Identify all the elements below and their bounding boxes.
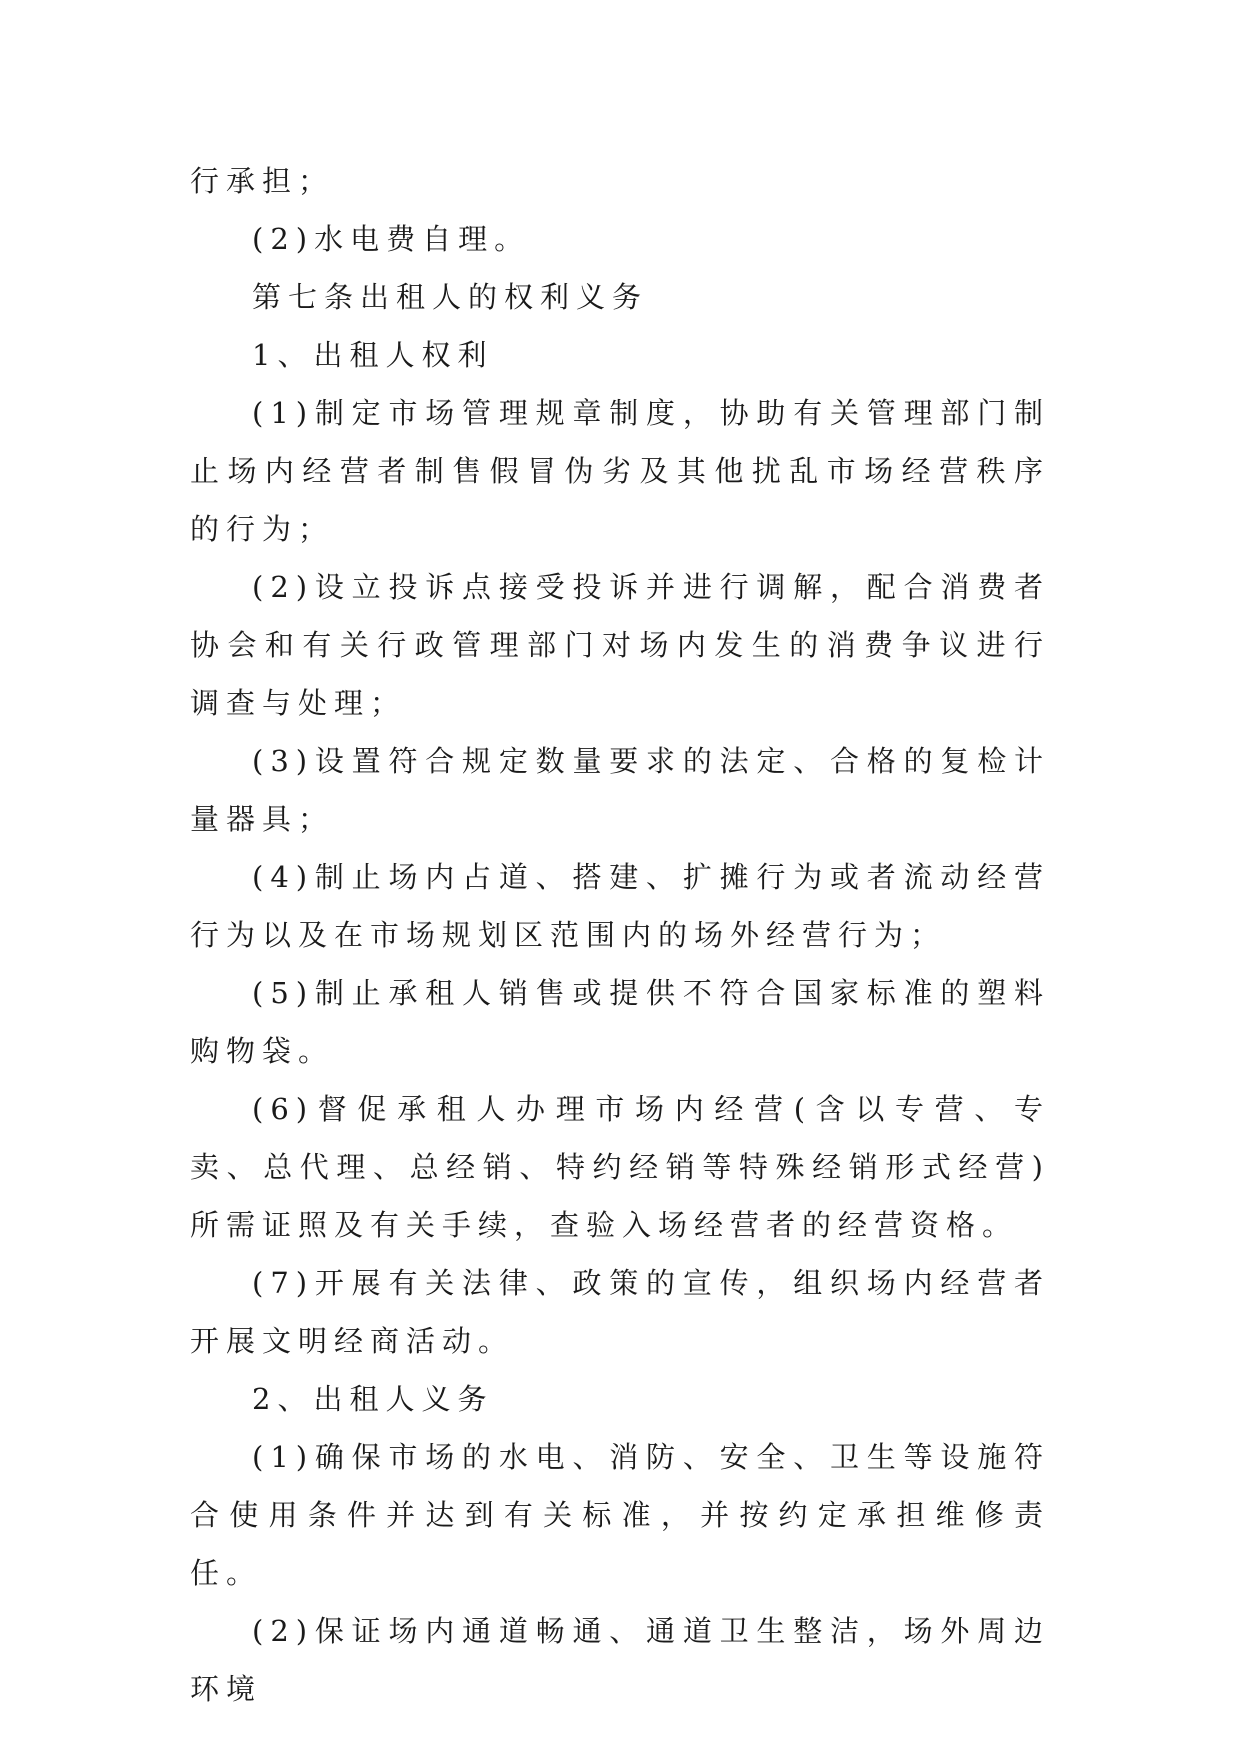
rights-item-2: (2)设立投诉点接受投诉并进行调解，配合消费者协会和有关行政管理部门对场内发生的消费争议进行调查与处理； — [190, 570, 1050, 720]
paragraph-item-2-utilities: (2)水电费自理。 — [252, 222, 531, 256]
article-7-heading: 第七条出租人的权利义务 — [252, 280, 649, 314]
rights-item-7: (7)开展有关法律、政策的宣传，组织场内经营者开展文明经商活动。 — [190, 1266, 1050, 1358]
rights-item-3: (3)设置符合规定数量要求的法定、合格的复检计量器具； — [190, 744, 1050, 836]
obligations-item-1: (1)确保市场的水电、消防、安全、卫生等设施符合使用条件并达到有关标准，并按约定承担维修责任。 — [190, 1440, 1050, 1590]
obligations-item-2: (2)保证场内通道畅通、通道卫生整洁，场外周边环境 — [190, 1614, 1050, 1706]
section-lessor-rights-heading: 1、出租人权利 — [252, 338, 494, 372]
rights-item-4: (4)制止场内占道、搭建、扩摊行为或者流动经营行为以及在市场规划区范围内的场外经营行为； — [190, 860, 1050, 952]
rights-item-1: (1)制定市场管理规章制度，协助有关管理部门制止场内经营者制售假冒伪劣及其他扰乱市场经营秩序的行为； — [190, 396, 1050, 546]
section-lessor-obligations-heading: 2、出租人义务 — [252, 1382, 494, 1416]
document-body — [190, 152, 1050, 1718]
rights-item-6: (6)督促承租人办理市场内经营(含以专营、专卖、总代理、总经销、特约经销等特殊经销形式经营)所需证照及有关手续，查验入场经营者的经营资格。 — [190, 1092, 1050, 1242]
rights-item-5: (5)制止承租人销售或提供不符合国家标准的塑料购物袋。 — [190, 976, 1050, 1068]
paragraph-continuation: 行承担； — [190, 164, 335, 198]
